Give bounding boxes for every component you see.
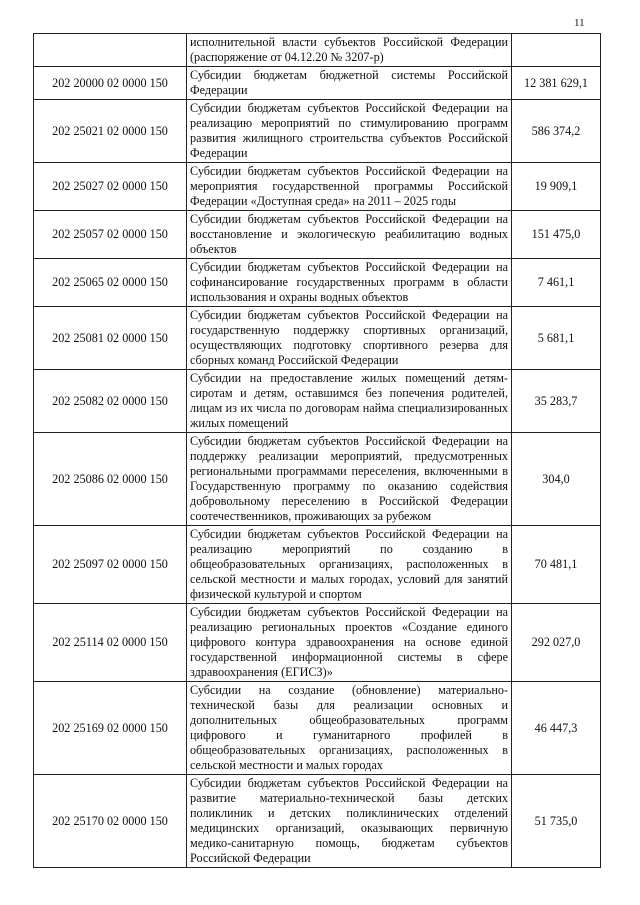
classification-code-cell: 202 25169 02 0000 150 — [34, 682, 187, 775]
description-cell: Субсидии бюджетам субъектов Российской Федерации на мероприятия государственной программы Российской Федерации «Доступная среда» на 2011 – 2025 годы — [187, 163, 512, 211]
table-row — [34, 163, 601, 211]
classification-code-cell: 202 25021 02 0000 150 — [34, 100, 187, 163]
description-cell: Субсидии бюджетам бюджетной системы Российской Федерации — [187, 67, 512, 100]
amount-cell: 12 381 629,1 — [512, 67, 601, 100]
amount-cell: 51 735,0 — [512, 775, 601, 868]
classification-code-cell: 202 25097 02 0000 150 — [34, 526, 187, 604]
classification-code-cell: 202 25027 02 0000 150 — [34, 163, 187, 211]
classification-code-cell: 202 25114 02 0000 150 — [34, 604, 187, 682]
amount-cell: 292 027,0 — [512, 604, 601, 682]
budget-revenue-table — [33, 33, 601, 868]
amount-cell: 7 461,1 — [512, 259, 601, 307]
amount-cell: 5 681,1 — [512, 307, 601, 370]
table-row — [34, 526, 601, 604]
description-cell: Субсидии на предоставление жилых помещений детям-сиротам и детям, оставшимся без попечения родителей, лицам из их числа по договорам найма специализированных жилых помещений — [187, 370, 512, 433]
classification-code-cell: 202 25081 02 0000 150 — [34, 307, 187, 370]
description-cell: Субсидии бюджетам субъектов Российской Федерации на поддержку реализации мероприятий, предусмотренных региональными программами переселения, включенными в Государственную программу по оказанию содействия добровольному переселению в Российской Федерации соотечественников, проживающих за рубежом — [187, 433, 512, 526]
table-row — [34, 682, 601, 775]
amount-cell: 35 283,7 — [512, 370, 601, 433]
table-row — [34, 433, 601, 526]
classification-code-cell: 202 25170 02 0000 150 — [34, 775, 187, 868]
table-row — [34, 34, 601, 67]
amount-cell: 70 481,1 — [512, 526, 601, 604]
table-row — [34, 775, 601, 868]
table-row — [34, 259, 601, 307]
description-cell: Субсидии бюджетам субъектов Российской Федерации на реализацию мероприятий по созданию в общеобразовательных организациях, расположенных в сельской местности и малых городах, условий для занятий физической культурой и спортом — [187, 526, 512, 604]
description-cell: Субсидии бюджетам субъектов Российской Федерации на государственную поддержку спортивных организаций, осуществляющих подготовку спортивного резерва для сборных команд Российской Федерации — [187, 307, 512, 370]
table-row — [34, 100, 601, 163]
classification-code-cell — [34, 34, 187, 67]
amount-cell: 46 447,3 — [512, 682, 601, 775]
page-number: 11 — [574, 17, 585, 29]
classification-code-cell: 202 25086 02 0000 150 — [34, 433, 187, 526]
description-cell: исполнительной власти субъектов Российской Федерации (распоряжение от 04.12.20 № 3207-р) — [187, 34, 512, 67]
classification-code-cell: 202 25065 02 0000 150 — [34, 259, 187, 307]
description-cell: Субсидии на создание (обновление) материально-технической базы для реализации основных и дополнительных общеобразовательных программ цифрового и гуманитарного профилей в общеобразовательных организациях, расположенных в сельской местности и малых городах — [187, 682, 512, 775]
description-cell: Субсидии бюджетам субъектов Российской Федерации на восстановление и экологическую реабилитацию водных объектов — [187, 211, 512, 259]
amount-cell: 586 374,2 — [512, 100, 601, 163]
table-row — [34, 67, 601, 100]
amount-cell: 19 909,1 — [512, 163, 601, 211]
description-cell: Субсидии бюджетам субъектов Российской Федерации на реализацию мероприятий по стимулированию программ развития жилищного строительства субъектов Российской Федерации — [187, 100, 512, 163]
table-row — [34, 370, 601, 433]
table-row — [34, 307, 601, 370]
table-row — [34, 604, 601, 682]
description-cell: Субсидии бюджетам субъектов Российской Федерации на развитие материально-технической базы детских поликлиник и детских поликлинических отделений медицинских организаций, оказывающих первичную медико-санитарную помощь, бюджетам субъектов Российской Федерации — [187, 775, 512, 868]
description-cell: Субсидии бюджетам субъектов Российской Федерации на софинансирование государственных программ в области использования и охраны водных объектов — [187, 259, 512, 307]
classification-code-cell: 202 25082 02 0000 150 — [34, 370, 187, 433]
table-row — [34, 211, 601, 259]
classification-code-cell: 202 20000 02 0000 150 — [34, 67, 187, 100]
amount-cell: 151 475,0 — [512, 211, 601, 259]
amount-cell — [512, 34, 601, 67]
description-cell: Субсидии бюджетам субъектов Российской Федерации на реализацию региональных проектов «Создание единого цифрового контура здравоохранения на основе единой государственной информационной системы в сфере здравоохранения (ЕГИСЗ)» — [187, 604, 512, 682]
classification-code-cell: 202 25057 02 0000 150 — [34, 211, 187, 259]
amount-cell: 304,0 — [512, 433, 601, 526]
